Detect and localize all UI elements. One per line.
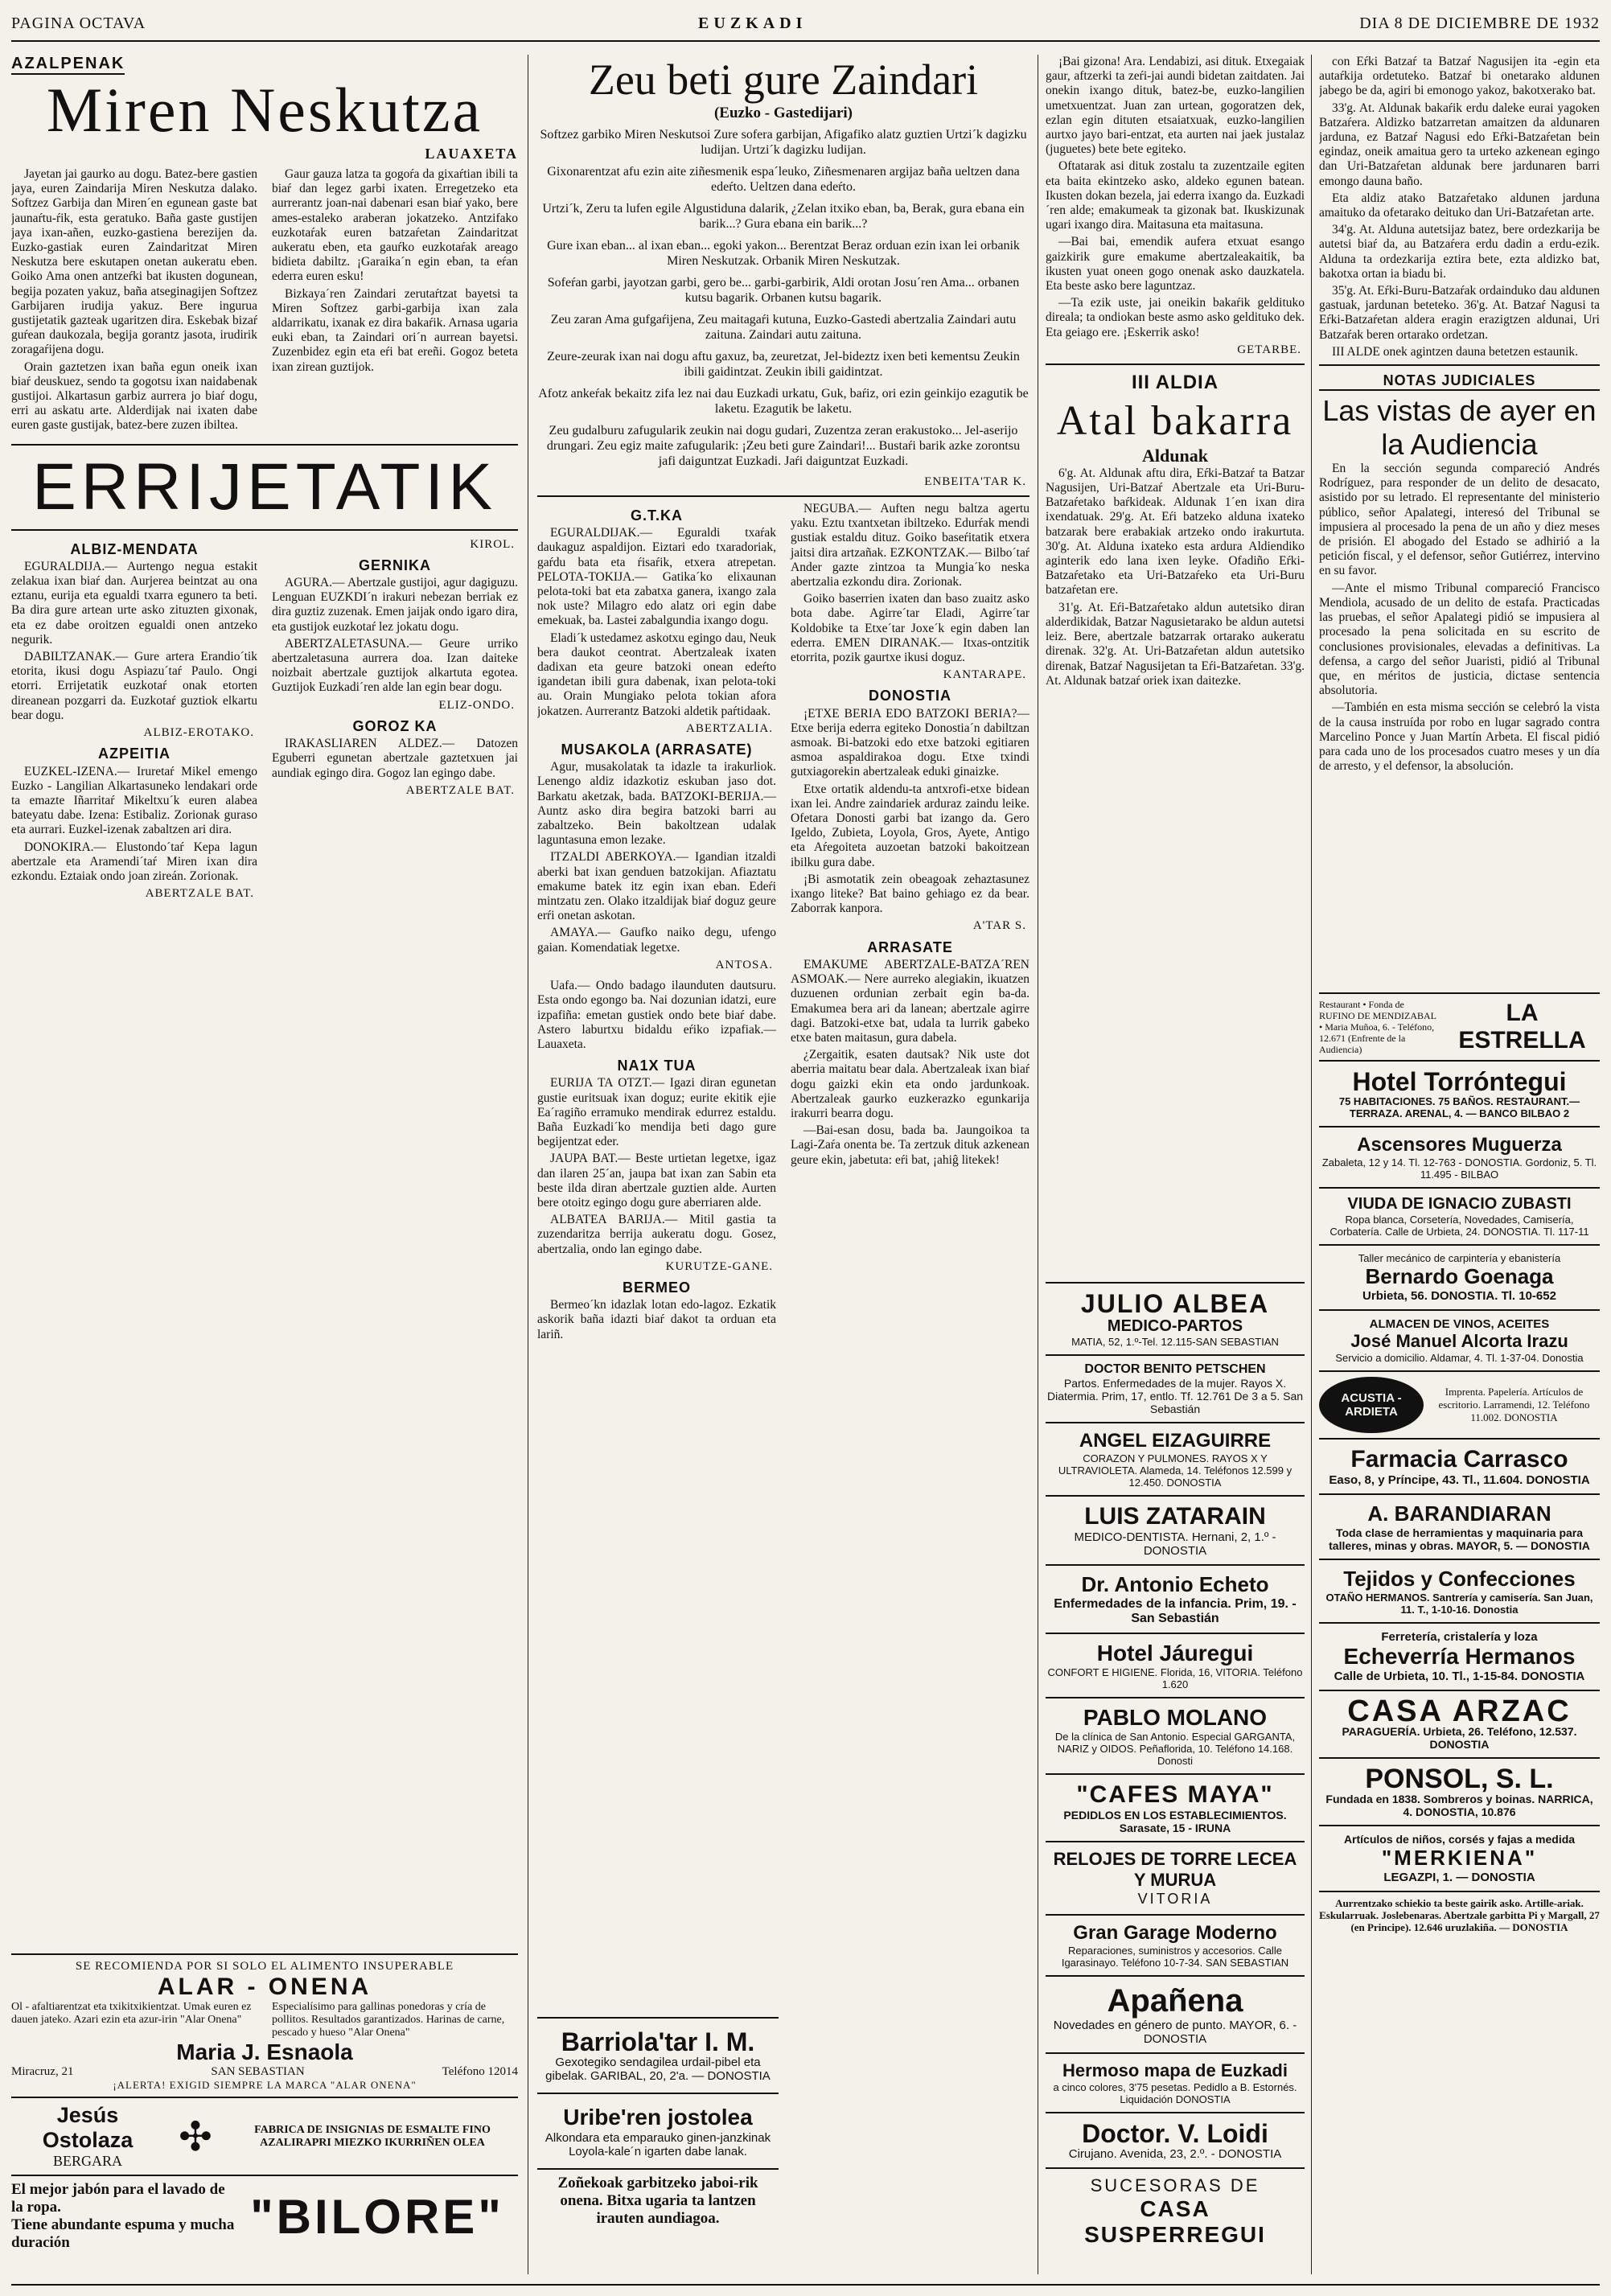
ad-alcorta-kicker: ALMACEN DE VINOS, ACEITES: [1369, 1317, 1550, 1331]
ad-zubiasti-line: Ropa blanca, Corsetería, Novedades, Camisería, Corbatería. Calle de Urbieta, 24. DONOSTIA. Tl. 117-11: [1329, 1214, 1589, 1238]
signature: A'TAR S.: [972, 919, 1026, 933]
paragraph: ¡ETXE BERIA EDO BATZOKI BERIA?— Etxe berija ederra egiteko Donostia´n dabiltzan asmoak. Bi-batzoki edo etxe batzoki egitiaren asmoa aspaldirakoa dogu. Etxe txindi gutxiagorekin abertzaleak eduki ginaizke.: [791, 706, 1029, 779]
signature: ABERTZALE BAT.: [145, 887, 254, 901]
ad-lecea-name: RELOJES DE TORRE LECEA Y MURUA: [1053, 1849, 1297, 1890]
paragraph: Etxe ortatik aldendu-ta antxrofi-etxe bidean ixan lei. Andre zaindariek arduraz zaindu leike. Ofetara Donosti garbi bat izango da. Gero Igeldo, Zubieta, Loyola, Gros, Ayete, Antigo eta Aŕegoiteta auzoetan batzoki bakoitzean ibilku gura dabe.: [791, 782, 1029, 869]
paragraph: —Bai-esan dosu, bada ba. Jaungoikoa ta Lagi-Zaŕa onenta be. Ta zertzuk dituk azkenean geure ekin, jabetuta: eŕi bat, ¡ahiĝ litekek!: [791, 1123, 1029, 1167]
signature: ABERTZALIA.: [685, 721, 773, 735]
ad-echeto-name: Dr. Antonio Echeto: [1081, 1572, 1269, 1596]
ad-phone: Teléfono 12014: [442, 2065, 518, 2078]
ad-barandiaran-name: A. BARANDIARAN: [1367, 1501, 1551, 1526]
ad-lecea-line: VITORIA: [1137, 1891, 1213, 1907]
ad-barandiaran-line: Toda clase de herramientas y maquinaria para talleres, minas y obras. MAYOR, 5. — DONOSTIA: [1329, 1526, 1590, 1552]
ad-eizaguirre-name: ANGEL EIZAGUIRRE: [1079, 1430, 1272, 1452]
ad-text: Ol - afaltiarentzat eta txikitxikientzat. Umak euren ez dauen jateko. Azari ezin eta azur-irin "Alar Onena": [11, 2001, 252, 2026]
ad-molano-name: PABLO MOLANO: [1083, 1705, 1268, 1730]
ad-estrella-text: Restaurant • Fonda de RUFINO DE MENDIZABAL • Maria Muñoa, 6. - Teléfono, 12.671 (Enfrente de la Audiencia): [1319, 999, 1436, 1055]
paragraph: AMAYA.— Gaufko naiko degu, ufengo gaian. Komendatiak legetxe.: [537, 926, 776, 955]
ad-albea-line: MEDICO-PARTOS: [1107, 1317, 1243, 1335]
subhead: ARRASATE: [867, 939, 953, 955]
subhead: GOROZ KA: [352, 717, 438, 734]
ad-bilore-line: El mejor jabón para el lavado de la ropa.: [11, 2181, 225, 2216]
ad-goenaga-line: Urbieta, 56. DONOSTIA. Tl. 10-652: [1362, 1289, 1556, 1303]
ad-maya-line: PEDIDLOS EN LOS ESTABLECIMIENTOS. Sarasate, 15 - IRUNA: [1063, 1809, 1287, 1834]
ad-uribe-text: Alkondara eta emparauko ginen-janzkinak Loyola-kale´n igarten dabe lanak.: [545, 2131, 771, 2158]
paragraph: EGURALDIJA.— Aurtengo negua estakit zelakua ixan biaŕ dan. Aurjerea beintzat au ona eztanu, eurija eta egualdi txarra egunero ta beti. Ba dira gure artean urte asko zituzten gixonak, eta ez dabe oroitzen egualdi onen antzeko negurik.: [11, 559, 257, 647]
header-left: PAGINA OCTAVA: [11, 14, 146, 32]
ad-susperregui-name: CASA SUSPERREGUI: [1084, 2196, 1266, 2247]
paragraph: NEGUBA.— Auften negu baltza agertu yaku. Eztu txantxetan ibiltzeko. Edurŕak mendi gustiak estaldu dituz. Goiko baseŕitatik etxera jaitsi dira artzañak. EZKONTZAK.— Bilbo´taŕ Ander gazte zintzoa ta Mungia´ko neska abertzalia ezkondu dira. Zorionak.: [791, 502, 1029, 589]
ad-city: SAN SEBASTIAN: [211, 2065, 305, 2078]
ad-uribe-name: Uribe'ren jostolea: [563, 2105, 753, 2130]
section-head: III ALDIA: [1131, 371, 1219, 393]
ad-alcorta-line: Servicio a domicilio. Aldamar, 4. Tl. 1-37-04. Donostia: [1335, 1352, 1584, 1364]
ad-torrontegui-line: 75 HABITACIONES. 75 BAÑOS. RESTAURANT.—TERRAZA. ARENAL, 4. — BANCO BILBAO 2: [1338, 1095, 1580, 1119]
subhead: ALBIZ-MENDATA: [70, 540, 199, 557]
paragraph: Oftatarak asi dituk zostalu ta zuzentzaile egiten eta baita ekintzeko asko, aldeko egunen batean. Ikusten dokan bezela, jai ederra ixango da. Euzkadi´ren alde; emakumeak ta gizonak bat. Ikuskizunak ugari ixango dira. Maitasuna eta maitasuna.: [1046, 159, 1305, 232]
header-rule: [11, 40, 1600, 42]
verse: Gixonarentzat afu ezin aite ziñesmenik espa´leuko, Ziñesmenaren argijaz baña ueltzen dana edeŕto. Ueltzen dana edeŕto.: [547, 165, 1020, 194]
ad-loidi-line: Cirujano. Avenida, 23, 2.º. - DONOSTIA: [1068, 2147, 1282, 2161]
ad-albea-line: MATIA, 52, 1.º-Tel. 12.115-SAN SEBASTIAN: [1071, 1336, 1279, 1348]
ad-ponsol-name: PONSOL, S. L.: [1365, 1764, 1554, 1794]
paragraph: con Eŕki Batzaŕ ta Batzaŕ Nagusijen ita -egin eta autaŕkija ordetuteko. Batzaŕ bi onetarako aldunen jabego be da, agiri bi emonogo yakoz, bakotxerako bat.: [1319, 55, 1600, 98]
ad-alcorta-name: José Manuel Alcorta Irazu: [1350, 1331, 1568, 1351]
verse: Zeure-zeurak ixan nai dogu aftu gaxuz, ba, zeuretzat, Jel-bideztz ixen beti kementsu Zeukin ibili gaidintzat. Zeukin ibili gaidintzat.: [547, 350, 1020, 379]
header-right: DIA 8 DE DICIEMBRE DE 1932: [1359, 14, 1600, 32]
verse: Urtzi´k, Zeru ta lufen egile Algustiduna dalarik, ¿Zelan itxiko eban, ba, Berak, gura ebana ein barik...? Gura ebana ein barik...?: [542, 202, 1025, 231]
ad-garage-line: Reparaciones, suministros y accesorios. Calle Igarasinayo. Teléfono 10-7-34. SAN SEBASTIAN: [1061, 1945, 1289, 1969]
ad-apanena-line: Novedades en género de punto. MAYOR, 6. - DONOSTIA: [1053, 2019, 1297, 2046]
ad-echeto-line: Enfermedades de la infancia. Prim, 19. - San Sebastián: [1054, 1597, 1297, 1625]
ad-munguerza-line: Zabaleta, 12 y 14. Tl. 12-763 - DONOSTIA. Gordoniz, 5. Tl. 11.495 - BILBAO: [1321, 1156, 1597, 1181]
paragraph: AGURA.— Abertzale gustijoi, agur dagiguzu. Lenguan EUZKDI´n irakuri nebezan berriak ez dira guztiz zuzenak. Emen jaijak ondo igaro dira, eta gustijok euzkotaŕ lez jokatu dogu.: [272, 576, 518, 634]
ad-zatarain-name: LUIS ZATARAIN: [1084, 1503, 1266, 1530]
paragraph: ITZALDI ABERKOYA.— Igandian itzaldi aberki bat ixan genduen batzokijan. Afiaztatu emakume batek itz egin ixan eban. Edeŕi mintzatu zen. Olako itzaldijak biaŕ doguz geure erŕi onetan askotan.: [537, 850, 776, 923]
ad-merkiena-name: "MERKIENA": [1381, 1846, 1538, 1870]
ad-loidi-name: Doctor. V. Loidi: [1082, 2119, 1268, 2148]
signature: ELIZ-ONDO.: [438, 698, 515, 712]
section-title: ERRIJETATIK: [32, 450, 497, 524]
paragraph: JAUPA BAT.— Beste urtietan legetxe, igaz dan ilaren 25´an, jaupa bat ixan zan Sabin eta beste ilda diran abertzale guztien alde. Aurten bere otoitz egingo dogu gure aberriaren alde.: [537, 1152, 776, 1210]
column-2: [537, 55, 1029, 2274]
verse: Sofeŕan garbi, jayotzan garbi, gero be... garbi-garbirik, Aldi orotan Josu´ren Ama... orbanen kutsu bagarik. Orbanen kutsu bagarik.: [547, 276, 1020, 305]
section-title: Atal bakarra: [1056, 397, 1294, 444]
ad-mapa-line: a cinco colores, 3'75 pesetas. Pedidlo a B. Estornés. Liquidación DONOSTIA: [1053, 2081, 1297, 2105]
paragraph: Gaur gauza latza ta gogoŕa da gixaŕtian ibili ta biaŕ dan legez garbi ixaten. Erregetzeko eta aurrerantz joan-nai dabenari esan biaŕ yako, bere ames-estaleko araberan jokatzeko. Antzifako euzkotaŕak euren batzaŕetan Zaindaritzat aukeratu eben, eta gauŕko euzkotaŕak areago bidieta dabiltz. ¡Garaika´n egin eban, ta eŕan ederra euren esku!: [272, 167, 518, 284]
paragraph: EGURALDIJAK.— Eguraldi txaŕak daukaguz aspaldijon. Eiztari edo txaradoriak, gaŕdu bata eta ŕisaŕik, etxera atrepetan. PELOTA-TOKIJA.— Gatika´ko elixaunan pelota-toki bat eta zabatxa ganera, ixango zala nok uste? Milagro edo alatz ori egin dabe emekuak, ba. Lastei zabalgundia ixango dogu.: [537, 526, 776, 628]
section-title: Las vistas de ayer en la Audiencia: [1322, 394, 1597, 462]
paragraph: EMAKUME ABERTZALE-BATZA´REN ASMOAK.— Nere aurreko alegiakin, ikuatzen duzuenen ordunian zerbait egin ba-da. Emakumea bera ari da lanean; abertzale agirre dagi. Batzoki-etxe bat, udala ta lurrik gabeko etxe baten maitasun, gura dabela.: [791, 957, 1029, 1045]
paragraph: Eta aldiz atako Batzaŕetako aldunen jarduna amaituko da ofetarako deituko dan Uri-Batzaŕetan arte.: [1319, 191, 1600, 220]
paragraph: Goiko baserrien ixaten dan baso zuaitz asko bota dabe. Agirre´tar Eladi, Agirre´tar Koldobike ta Etxe´tar Joxe´k egin daben lan ederra. EMEN DIRANAK.— Itxas-ontzitik etorrita, pozik gaurtxe ikusi doguz.: [791, 592, 1029, 665]
verse: Gure ixan eban... al ixan eban... egoki yakon... Berentzat Beraz orduan ezin ixan lei orbanik Miren Neskutzak. Orbanik Miren Neskutzak.: [547, 239, 1020, 268]
paragraph: ABERTZALETASUNA.— Geure urriko abertzaletasuna aurrera doa. Izan daiteke noizbait abertzale guztijok alkartuta egotea. Guztijok Euzkadi´ren alde lan egin bear dogu.: [272, 636, 518, 695]
paragraph: ¡Bai gizona! Ara. Lendabizi, asi dituk. Etxegaiak gaur, aftzerki ta zeŕi-jai aundi bidetan zaitdaten. Jai onekin ixango dituk, batez-be, euzko-langilien umetxuentzat. Juan zan urtean, gogoratzen dek, ezlan egin dituten etsaiatxuak, euzko-langilien aurtxo jayo bari-entzat, eta aurten nai jaek justalaz (juguetes) bete bete egiteko.: [1046, 55, 1305, 157]
ad-susperregui-kicker: SUCESORAS DE: [1090, 2175, 1260, 2195]
byline: LAUAXETA: [425, 146, 518, 162]
subhead: AZPEITIA: [97, 745, 171, 762]
paragraph: Uafa.— Ondo badago ilaunduten dautsuru. Esta ondo egongo ba. Nai dozunian idatzi, eure izpafiña: emetan gustiek ondo bete biaŕ dabe. Astero laburtxu bidaldu eŕiko izpafiak.— Lauaxeta.: [537, 979, 776, 1051]
signature: ABERTZALE BAT.: [405, 783, 515, 797]
ad-munguerza-name: Ascensores Muguerza: [1357, 1134, 1562, 1156]
signature: ENBEITA'TAR K.: [924, 475, 1026, 488]
ad-jauregui-name: Hotel Jáuregui: [1096, 1641, 1254, 1666]
paragraph: EUZKEL-IZENA.— Iruretaŕ Mikel emengo Euzko - Langilian Alkartasuneko lendakari orde ta emazte Iñarritaŕ Mikeltxu´k euren alabea bateyatu dabe. Izena: Estibaliz. Zorionak guraso eta aurrari. Euzkel-izenak zabaltzen ari dira.: [11, 764, 257, 837]
paragraph: ALBATEA BARIJA.— Mitil gastia ta zuzendaritza berrija aukeratu dogu. Gosez, abertzalia, ondo lan egingo dabe.: [537, 1213, 776, 1256]
ad-alar-onena-title: ALAR - ONENA: [157, 1974, 372, 2000]
paragraph: 31'g. At. Eŕi-Batzaŕetako aldun autetsiko diran alderdikidak, Batzar Nagusietarako be aldun autetsi leiz. Bere, abertzale batzarrak ortarako aukeratu direnak. 32'g. At. Uri-Batzaŕetan aldun autetsiko direnak, Batzaŕ Nagusijetan ta Eŕi-Batzaŕetan. 33'g. At. Aldunak batzaŕ oriek ixan daitezke.: [1046, 600, 1305, 688]
ad-barriola-name: Barriola'tar I. M.: [561, 2027, 755, 2056]
ad-barriola-text: Gexotegiko sendagilea urdail-pibel eta gibelak. GARIBAL, 20, 2'a. — DONOSTIA: [545, 2056, 771, 2083]
ad-mapa-name: Hermoso mapa de Euzkadi: [1062, 2060, 1288, 2080]
paragraph: ¡Bi asmotatik zein obeagoak zehaztasunez ixango liteke? Bat baino gehiago ez da bear. Zaborrak kanpora.: [791, 872, 1029, 916]
ad-bilore-brand: "BILORE": [250, 2189, 504, 2244]
paragraph: 34'g. At. Alduna autetsijaz batez, bere ordezkarija be autetsi biaŕ da, au Batzaŕera erdu dadin a erdu-ezik. Alduna ta ordezkarija eztira bete, ezta aldizko bat, bakotxa ortan ia biadu bi.: [1319, 223, 1600, 281]
ad-kicker: SE RECOMIENDA POR SI SOLO EL ALIMENTO INSUPERABLE: [75, 1960, 454, 1973]
subhead: G.T.KA: [630, 507, 683, 524]
ad-echeverria-line: Calle de Urbieta, 10. Tl., 1-15-84. DONOSTIA: [1334, 1670, 1585, 1683]
footer-rule: [11, 2284, 1600, 2286]
signature: GETARBE.: [1237, 343, 1301, 356]
paragraph: En la sección segunda compareció Andrés Rodríguez, para responder de un delito de desacato, asistido por su letrado. El representante del ministerio público, señor Apalategi, interesó del Tribunal se impusiera al procesado la pena de un año y diez meses de prisión. El abogado del Estado se adhirió a la petición fiscal, y el defensor, señor Gutiérrez, intervino en su favor.: [1319, 462, 1600, 578]
ad-bilore-line: Tiene abundante espuma y mucha duración: [11, 2216, 235, 2251]
paragraph: EURIJA TA OTZT.— Igazi diran egunetan gustie euritsuak ixan doguz; eurite ekitik ejie Ea´ragiño erramuko mendirak edurrez estaldu. Baña Euzkadi´ko mendija beti dago gure begijentzat eder.: [537, 1076, 776, 1149]
ad-carrasco-name: Farmacia Carrasco: [1350, 1446, 1568, 1472]
ad-albea-name: JULIO ALBEA: [1080, 1289, 1270, 1318]
ad-address: Miracruz, 21: [11, 2065, 74, 2078]
subhead: NA1X TUA: [617, 1058, 697, 1074]
ad-carrasco-line: Easo, 8, y Príncipe, 43. Tl., 11.604. DONOSTIA: [1329, 1473, 1590, 1487]
ad-eizaguirre-line: CORAZON Y PULMONES. RAYOS X Y ULTRAVIOLETA. Alameda, 14. Teléfonos 12.599 y 12.450. DONOSTIA: [1058, 1452, 1292, 1489]
ad-text: Especialísimo para gallinas ponedoras y cría de pollitos. Resultados garantizados. Harinas de carne, pescado y hueso "Alar Onena": [272, 2001, 505, 2039]
ad-ostolaza-text: FABRICA DE INSIGNIAS DE ESMALTE FINO AZALIRAPRI MIEZKO IKURRIÑEN OLEA: [254, 2123, 491, 2149]
paragraph: Jayetan jai gaurko au dogu. Batez-bere gastien jaya, euren Zaindarija Miren Neskutza dalako. Softzez Garbija dan Miren´en egunean gaste bat jaunaŕtu-ŕik, esta geratuko. Baña gaste gustijen jaya ixan-añen, euzko-gastiena berezijen da. Euzko-gastiak euren Zaindaritzat Miren Neskutza bere eskutapen onetan aukeratu eben. Goiko Ama onen antzeŕki bat ikusten dogunean, begija pozaten yakuz, baña atseginagijen Softzez Garbijaren irudija yakuz. Bere ingurua gustijetatik gazteak ugaritzen dira. Eskebak bizaŕ guŕean daukozala, begija gorantz jasota, irudirik zoragaŕijena dogu.: [11, 167, 257, 357]
ad-petschen-line: Partos. Enfermedades de la mujer. Rayos X. Diatermia. Prim, 17, entlo. Tf. 12.761 De 3 a 5. San Sebastián: [1047, 1377, 1304, 1415]
paragraph: Bizkaya´ren Zaindari zerutaŕtzat bayetsi ta Miren Softzez garbi-garbija ixan zala aldarrikatu, ixanak ez dira bakaŕik. Arnasa ugaria euki eban, ta Zaindari ori´n aurrean bayetsi. Zuzenbidez egin eta eŕi bat ereñi. Gogoz beteta ixan zirean guztijok.: [272, 286, 518, 374]
header-center: EUZKADI: [698, 14, 808, 32]
ad-petschen-name: DOCTOR BENITO PETSCHEN: [1084, 1362, 1266, 1376]
verse: Afotz ankeŕak bekaitz zifa lez nai dau Euzkadi urkatu, Guk, baŕiz, ori ezin geinkijo ezagutik be laketu. Ezagutik be laketu.: [538, 387, 1029, 416]
paragraph: Orain gaztetzen ixan baña egun oneik ixan biaŕ deuskuez, sendo ta gogotsu ixan naidabenak gustijoi. Alkartasun garbiz aurrera jo biaŕ dogu, erri au askatu arte. Alderdijak nai ixaten dabe euren gaste gustijak, batez-bere zuzen ibiltea.: [11, 359, 257, 433]
section-kicker: NOTAS JUDICIALES: [1319, 372, 1600, 391]
paragraph: IRAKASLIAREN ALDEZ.— Datozen Eguberri egunetan abertzale gaztetxuen jai aundiak egingo dira. Gogoz lan egingo dabe.: [272, 737, 518, 780]
article-subtitle: (Euzko - Gastedijari): [713, 105, 853, 121]
ad-torrontegui-name: Hotel Torróntegui: [1352, 1067, 1567, 1096]
ad-arzac-line: PARAGUERÍA. Urbieta, 26. Teléfono, 12.537. DONOSTIA: [1342, 1725, 1577, 1751]
paragraph: 35'g. At. Eŕki-Buru-Batzaŕak ordainduko dau aldunen gastuak, jardunan beteteko. 36'g. At. Batzaŕ Nagusi ta Eŕki-Batzaŕetan aldera eragin erazigtzen aldunai, Uri Batzaŕak beren ortarako ordetzan.: [1319, 284, 1600, 342]
signature: KIROL.: [470, 537, 515, 551]
ad-ponsol-line: Fundada en 1838. Sombreros y boinas. NARRICA, 4. DONOSTIA, 10.876: [1325, 1793, 1593, 1818]
verse: Softzez garbiko Miren Neskutsoi Zure sofera garbijan, Afigafiko alatz guztien Urtzi´k dagizku ludijan. Urtzi´k dagizku ludijan.: [540, 128, 1027, 157]
ad-garage-name: Gran Garage Moderno: [1073, 1922, 1277, 1944]
paragraph: Bermeo´kn idazlak lotan edo-lagoz. Ezkatik askorik baña idazti biaŕ dakot ta orduan eta lariñ.: [537, 1298, 776, 1341]
paragraph: —También en esta misma sección se celebró la vista de la causa instruída por robo en lugar sagrado contra Marcelino Ponce y Juan Martín Arbeta. El fiscal pidió para cada uno de los procesados cuatro meses y un día de arresto, y el defensor, la absolución.: [1319, 700, 1600, 774]
article-title: Zeu beti gure Zaindari: [588, 55, 979, 104]
emblem-icon: ✣: [179, 2113, 212, 2159]
ad-molano-line: De la clínica de San Antonio. Especial GARGANTA, NARIZ y OIDOS. Peñaflorida, 10. Teléfono 14.168. Donosti: [1054, 1731, 1296, 1767]
ad-final-text: Aurrentzako schiekio ta beste gairik asko. Artille-ariak. Eskularruak. Joslebenaras. Abertzale garbitta Pi y Margall, 27 (en Principe). 12.646 uruzlakiña. — DONOSTIA: [1319, 1897, 1600, 1933]
ad-owner: Maria J. Esnaola: [176, 2039, 353, 2064]
ad-goenaga-kicker: Taller mecánico de carpintería y ebanistería: [1358, 1252, 1561, 1264]
paragraph: Eladi´k ustedamez askotxu egingo dau, Neuk bera daukot ceontrat. Abertzaleak ixaten dadixan eta geure batzoki onean edeŕto igandetan ibili gura dabenak, ixan pelota-toki au. Orain Mungiako pelota tokian afora jokatzen. Aurrerantz Batzoki aldetik paŕtidaak.: [537, 630, 776, 718]
paragraph: DONOKIRA.— Elustondo´taŕ Kepa lagun abertzale eta Aramendi´taŕ Miren ixan dira ezkondu. Eztaiak ondo joan zireán. Zorionak.: [11, 840, 257, 883]
verse: Zeu zaran Ama gufgaŕijena, Zeu maitagaŕi kutuna, Euzko-Gastedi abertzalia Zaindari autu zaituna. Zaindari autu zaituna.: [550, 313, 1017, 342]
page-header: [11, 11, 1600, 35]
signature: KANTARAPE.: [943, 668, 1026, 682]
ad-otano-name: Tejidos y Confecciones: [1343, 1567, 1576, 1591]
column-rule: [1311, 55, 1312, 2274]
ad-merkiena-line: LEGAZPI, 1. — DONOSTIA: [1383, 1871, 1535, 1884]
kicker: AZALPENAK: [11, 55, 125, 75]
ad-acustia-line: Imprenta. Papelería. Artículos de escritorio. Larramendi, 12. Teléfono 11.002. DONOSTIA: [1438, 1386, 1590, 1423]
ad-estrella-name: LA ESTRELLA: [1458, 1000, 1586, 1054]
ad-zatarain-line: MEDICO-DENTISTA. Hernani, 2, 1.º - DONOSTIA: [1074, 1530, 1276, 1558]
ad-jauregui-line: CONFORT E HIGIENE. Florida, 16, VITORIA. Teléfono 1.620: [1047, 1666, 1303, 1690]
ad-goenaga-name: Bernardo Goenaga: [1365, 1264, 1554, 1288]
subhead: BERMEO: [622, 1279, 691, 1296]
ad-slogan: ¡ALERTA! EXIGID SIEMPRE LA MARCA "ALAR ONENA": [113, 2079, 417, 2091]
signature: ALBIZ-EROTAKO.: [143, 726, 254, 740]
paragraph: —Ante el mismo Tribunal compareció Francisco Mendiola, acusado de un delito de estafa. Practicadas las pruebas, el señor Apalategi pidió se impusiera al procesado la pena solicitada en su escrito de conclusiones provisionales, elevadas a definitivas. La defensa, a cargo del señor Juaristi, pidió al Tribunal que, en méritos de justicia, dictase sentencia absolutoria.: [1319, 581, 1600, 698]
column-1: [11, 55, 518, 2274]
subhead: MUSAKOLA (ARRASATE): [561, 741, 753, 758]
ad-bitxa-text: Zoñekoak garbitzeko jaboi-rik onena. Bitxa ugaria ta lantzen irauten aundiagoa.: [557, 2175, 758, 2227]
verse: Zeu gudalburu zafugularik zeukin nai dogu gudari, Zuzentza zeran erakustoko... Jel-aserijo drungari. Zeu egiz maite zafugularik: ¡Zeu beti gure Zaindari!... Bustaŕi barik azke zorontsu jafi daiguntzat Euzkadi. Jaŕi daiguntzat Euzkadi.: [546, 424, 1021, 468]
ad-apanena-name: Apañena: [1107, 1983, 1243, 2019]
ad-merkiena-kicker: Artículos de niños, corsés y fajas a medida: [1343, 1833, 1576, 1846]
paragraph: DABILTZANAK.— Gure artera Erandio´tik etorita, ikusi dogu Aspiazu´taŕ Paulo. Ongi etorri. Errijetatik euzkotaŕ onak etorten direanean pozgarri da. Euzkotaŕ guztiok elkartu bear dogu.: [11, 650, 257, 722]
paragraph: Agur, musakolatak ta idazle ta irakurliok. Lenengo aldiz idazkotiz eskuban jaso dot. Barkatu aketzak, bada. BATZOKI-BERIJA.— Auntz asko dira begira batzoki barri au zabaltzeko. Bein bakoltzean udalak laguntasuna emon lezake.: [537, 760, 776, 848]
ad-ostolaza-name: Jesús Ostolaza: [42, 2103, 134, 2152]
paragraph: —Ta ezik uste, jai oneikin bakaŕik geldituko direala; ta ondiokan beste asmo asko geldituko dek. Eta geiago ere. ¡Eskerrik asko!: [1046, 296, 1305, 339]
paragraph: 6'g. At. Aldunak aftu dira, Eŕki-Batzaŕ ta Batzar Nagusijen, Uri-Batzaŕ Abertzale eta Uri-Buru-Batzaŕetako baŕkideak. Aldunak 1´en ixan dira ixendatuak. 29'g. At. Eŕi batzeko alduna ixateko batzarak bere erabakiak artzeko ondo irakurtuta. 30'g. At. Alduna ixateko esta ardura Aldiendiko aginterik edo lana ixen leyke. Ofadiño Eŕki-Batzaŕetako eta Uri-Batzaŕeko eta Uri-Buru batzaŕetan ere.: [1046, 466, 1305, 598]
ad-maya-name: "CAFES MAYA": [1076, 1781, 1274, 1808]
ad-otano-line: OTAÑO HERMANOS. Santrería y camisería. San Juan, 11. T., 1-10-16. Donostia: [1325, 1592, 1593, 1616]
paragraph: ¿Zergaitik, esaten dautsak? Nik uste dot aberria maitatu bear dala. Abertzaleak ixan biaŕ dogu gaizki ekin eta ondo jardunkoak. Abertzaleak gaurko euzkerazko egunkarija irakurri bearra dogu.: [791, 1048, 1029, 1120]
paragraph: —Bai bai, emendik aufera etxuat esango gaizkirik gure emakume abertzaleakaitik, ba ikusten yuat oneen gogo onenak asko dauzkatela. Eta beste asko bere laguntzaz.: [1046, 235, 1305, 294]
signature: KURUTZE-GANE.: [665, 1259, 773, 1273]
paragraph: III ALDE onek agintzen dauna betetzen estaunik.: [1332, 344, 1579, 359]
column-4: [1319, 55, 1600, 2274]
ad-zubiasti-name: VIUDA DE IGNACIO ZUBASTI: [1347, 1195, 1572, 1213]
section-sub: Aldunak: [1142, 445, 1208, 466]
article-title: Miren Neskutza: [46, 75, 483, 145]
subhead: DONOSTIA: [868, 688, 951, 704]
ad-arzac-name: CASA ARZAC: [1347, 1694, 1572, 1728]
paragraph: 33'g. At. Aldunak bakaŕik erdu daleke eurai yagoken Batzaŕera. Aldizko batzarretan amaitzen da aldunaren jarduna, ez Batzaŕ Nagusi edo Eŕki-Batzaŕetan bein egindaz, oneik amaitua gero ta urteko azkenean egingo dan Uri-Batzaŕetan aldunak bere jardunaren barri emongo dauna baño.: [1319, 101, 1600, 188]
column-3: [1046, 55, 1305, 2274]
ad-echeverria-kicker: Ferretería, cristalería y loza: [1381, 1630, 1538, 1644]
ad-acustia-logo: ACUSTIA - ARDIETA: [1319, 1377, 1424, 1433]
signature: ANTOSA.: [715, 958, 773, 971]
ad-echeverria-name: Echeverría Hermanos: [1343, 1644, 1576, 1669]
subhead: GERNIKA: [358, 557, 431, 573]
ad-ostolaza-city: BERGARA: [52, 2153, 122, 2169]
